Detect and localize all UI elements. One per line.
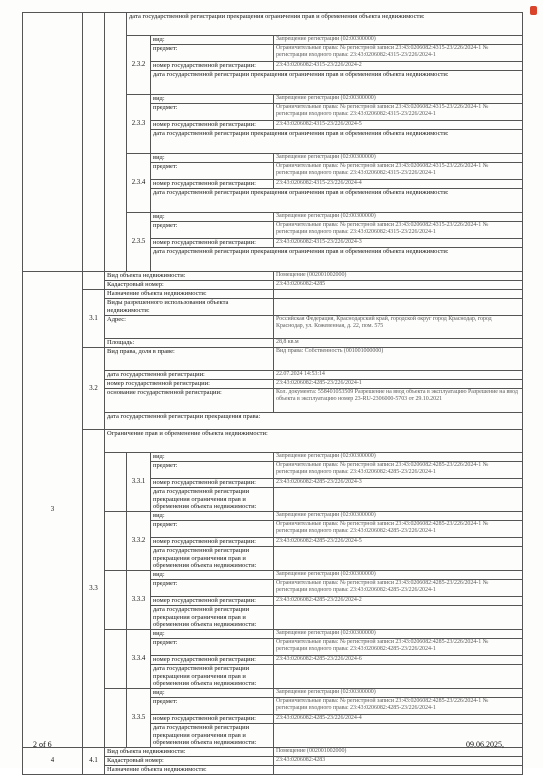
cadastral-value: 23:43:0206082:4283 [274, 757, 523, 766]
vid-value: Запрещение регистрации (02:00300000) [274, 36, 523, 45]
predmet-label: предмет: [151, 521, 274, 538]
nomer-label: номер государственной регистрации: [151, 656, 274, 665]
entry-number: 3.3.2 [127, 512, 151, 571]
data-termination-value [274, 606, 523, 630]
extract-table-body [23, 13, 523, 775]
empty-col-3 [105, 512, 127, 571]
empty-col-3 [105, 689, 127, 748]
purpose-value [274, 290, 523, 299]
nomer-label: номер государственной регистрации: [151, 538, 274, 547]
empty-col-2 [83, 13, 105, 272]
predmet-value: Ограничительные права: № регистрной записи 23:43:0206082:4315-23/226/2024-1 № регистрации входного права: 23:43:0206082:4315-23/226/2024-1 [274, 163, 523, 180]
data-termination-label: дата государственной регистрации прекращения ограничения прав и обременения объекта недвижимости: [151, 130, 523, 154]
data-termination-label: дата государственной регистрации прекращения ограничения прав и обременения объекта недвижимости: [151, 606, 274, 630]
right-type-value: Вид права: Собственность (001001000000) [274, 348, 523, 371]
predmet-label: предмет: [151, 698, 274, 715]
predmet-value: Ограничительные права: № регистрной записи 23:43:0206082:4285-23/226/2024-1 № регистрации входного права: 23:43:0206082:4285-23/226/2024-1 [274, 639, 523, 656]
vid-value: Запрещение регистрации (02:00300000) [274, 154, 523, 163]
area-value: 28,8 кв.м [274, 339, 523, 348]
nomer-value: 23:43:0206082:4315-23/226/2024-5 [274, 121, 523, 130]
vid-label: вид: [151, 453, 274, 462]
reg-basis-value: Кол. документа: 558401053509 Разрешение на ввод объекта в эксплуатацию Разрешение на ввод объекта в эксплуатацию номер 23-RU-2306000-5703 от 29.10.2021 [274, 389, 523, 413]
predmet-value: Ограничительные права: № регистрной записи 23:43:0206082:4285-23/226/2024-1 № регистрации входного права: 23:43:0206082:4285-23/226/2024-1 [274, 698, 523, 715]
predmet-label: предмет: [151, 222, 274, 239]
vid-value: Запрещение регистрации (02:00300000) [274, 213, 523, 222]
nomer-value: 23:43:0206082:4315-23/226/2024-4 [274, 180, 523, 189]
purpose-label: Назначение объекта недвижимости: [105, 290, 274, 299]
vid-label: вид: [151, 36, 274, 45]
object-type-value: Помещение (002001002000) [274, 748, 523, 757]
nomer-value: 23:43:0206082:4285-23/226/2024-6 [274, 656, 523, 665]
object-type-row [23, 748, 523, 757]
entry-number: 2.3.2 [127, 36, 151, 95]
reg-number-label: номер государственной регистрации: [105, 380, 274, 389]
entry-number: 2.3.5 [127, 213, 151, 272]
data-termination-label: дата государственной регистрации прекращения ограничения прав и обременения объекта недвижимости: [151, 547, 274, 571]
data-termination-label: дата государственной регистрации прекращения ограничения прав и обременения объекта недвижимости: [151, 488, 274, 512]
reg-number-value: 23:43:0206082:4285-23/226/2024-1 [274, 380, 523, 389]
predmet-value: Ограничительные права: № регистрной записи 23:43:0206082:4285-23/226/2024-1 № регистрации входного права: 23:43:0206082:4285-23/226/2024-1 [274, 580, 523, 597]
purpose-value [274, 766, 523, 775]
data-termination-label: дата государственной регистрации прекращения ограничения прав и обременения объекта недвижимости: [151, 665, 274, 689]
vid-label: вид: [151, 213, 274, 222]
nomer-value: 23:43:0206082:4285-23/226/2024-5 [274, 538, 523, 547]
vid-label: вид: [151, 630, 274, 639]
section-number: 4 [23, 748, 83, 775]
nomer-value: 23:43:0206082:4315-23/226/2024-3 [274, 239, 523, 248]
nomer-label: номер государственной регистрации: [151, 180, 274, 189]
cadastral-value: 23:43:0206082:4285 [274, 281, 523, 290]
nomer-value: 23:43:0206082:4285-23/226/2024-4 [274, 715, 523, 724]
predmet-value: Ограничительные права: № регистрной записи 23:43:0206082:4285-23/226/2024-1 № регистрации входного права: 23:43:0206082:4285-23/226/2024-1 [274, 521, 523, 538]
vid-value: Запрещение регистрации (02:00300000) [274, 630, 523, 639]
nomer-value: 23:43:0206082:4285-23/226/2024-2 [274, 597, 523, 606]
section-number: 3 [23, 272, 83, 748]
subsection-number: 3.2 [83, 348, 105, 430]
empty-col-3 [105, 630, 127, 689]
entry-number: 2.3.3 [127, 95, 151, 154]
restrictions-header: Ограничение прав и обременение объекта недвижимости: [105, 430, 523, 453]
empty-col-2 [83, 272, 105, 290]
nomer-label: номер государственной регистрации: [151, 62, 274, 71]
predmet-label: предмет: [151, 104, 274, 121]
vid-value: Запрещение регистрации (02:00300000) [274, 512, 523, 521]
page-number: 2 of 6 [33, 740, 52, 749]
object-type-label: Вид объекта недвижимости: [105, 748, 274, 757]
cadastral-label: Кадастровый номер: [105, 757, 274, 766]
subsection-number: 3.1 [83, 290, 105, 348]
vid-value: Запрещение регистрации (02:00300000) [274, 571, 523, 580]
address-label: Адрес: [105, 316, 274, 339]
reg-date-value: 22.07.2024 14:53:14 [274, 371, 523, 380]
predmet-label: предмет: [151, 639, 274, 656]
purpose-row [23, 290, 523, 299]
purpose-label: Назначение объекта недвижимости: [105, 766, 274, 775]
predmet-value: Ограничительные права: № регистрной записи 23:43:0206082:4315-23/226/2024-1 № регистрации входного права: 23:43:0206082:4315-23/226/2024-1 [274, 104, 523, 121]
predmet-label: предмет: [151, 580, 274, 597]
data-termination-label: дата государственной регистрации прекращения ограничения прав и обременения объекта недвижимости: [151, 724, 274, 748]
vid-value: Запрещение регистрации (02:00300000) [274, 453, 523, 462]
nomer-label: номер государственной регистрации: [151, 715, 274, 724]
data-termination-label: дата государственной регистрации прекращения ограничения прав и обременения объекта недвижимости: [151, 248, 523, 272]
permitted-use-label: Виды разрешенного использования объекта недвижимости: [105, 299, 274, 316]
predmet-value: Ограничительные права: № регистрной записи 23:43:0206082:4315-23/226/2024-1 № регистрации входного права: 23:43:0206082:4315-23/226/2024-1 [274, 222, 523, 239]
nomer-value: 23:43:0206082:4315-23/226/2024-2 [274, 62, 523, 71]
right-type-label: Вид права, доля в праве: [105, 348, 274, 371]
data-termination-value [274, 547, 523, 571]
right-type-row [23, 348, 523, 371]
data-termination-label: дата государственной регистрации прекращения ограничения прав и обременения объекта недвижимости: [151, 189, 523, 213]
entry-number: 3.3.3 [127, 571, 151, 630]
pre-row [23, 13, 523, 36]
address-value: Российская Федерация, Краснодарский край, городской округ город Краснодар, город Краснодар, ул. Кожевенная, д. 22, пом. 575 [274, 316, 523, 339]
reg-basis-label: основание государственной регистрации: [105, 389, 274, 413]
nomer-label: номер государственной регистрации: [151, 121, 274, 130]
cadastral-label: Кадастровый номер: [105, 281, 274, 290]
empty-col-3 [105, 453, 127, 512]
data-termination-label: дата государственной регистрации прекращения ограничения прав и обременения объекта недвижимости: [151, 71, 523, 95]
vid-label: вид: [151, 689, 274, 698]
right-termination-label: дата государственной регистрации прекращения права: [105, 413, 523, 430]
extract-table [22, 12, 523, 775]
nomer-label: номер государственной регистрации: [151, 597, 274, 606]
predmet-value: Ограничительные права: № регистрной записи 23:43:0206082:4315-23/226/2024-1 № регистрации входного права: 23:43:0206082:4315-23/226/2024-1 [274, 45, 523, 62]
predmet-label: предмет: [151, 163, 274, 180]
predmet-label: предмет: [151, 462, 274, 479]
vid-label: вид: [151, 95, 274, 104]
vid-value: Запрещение регистрации (02:00300000) [274, 95, 523, 104]
vid-label: вид: [151, 512, 274, 521]
entry-number: 3.3.5 [127, 689, 151, 748]
corner-mark [530, 6, 537, 15]
area-label: Площадь: [105, 339, 274, 348]
data-termination-value [274, 665, 523, 689]
predmet-value: Ограничительные права: № регистрной записи 23:43:0206082:4285-23/226/2024-1 № регистрации входного права: 23:43:0206082:4285-23/226/2024-1 [274, 462, 523, 479]
empty-col-3 [105, 571, 127, 630]
object-type-label: Вид объекта недвижимости: [105, 272, 274, 281]
entry-number: 3.3.4 [127, 630, 151, 689]
permitted-use-value [274, 299, 523, 316]
subsection-number: 4.1 [83, 748, 105, 775]
reg-date-label: дата государственной регистрации: [105, 371, 274, 380]
subsection-number: 3.3 [83, 430, 105, 748]
predmet-label: предмет: [151, 45, 274, 62]
empty-col-1 [23, 13, 83, 272]
data-termination-value [274, 488, 523, 512]
entry-number: 3.3.1 [127, 453, 151, 512]
nomer-label: номер государственной регистрации: [151, 479, 274, 488]
vid-label: вид: [151, 571, 274, 580]
nomer-label: номер государственной регистрации: [151, 239, 274, 248]
object-type-value: Помещение (002001002000) [274, 272, 523, 281]
object-type-row [23, 272, 523, 281]
restrictions-header-row [23, 430, 523, 453]
print-date: 09.06.2025, [466, 740, 504, 749]
entry-number: 2.3.4 [127, 154, 151, 213]
empty-col-3 [105, 13, 127, 272]
date-termination-label: дата государственной регистрации прекращения ограничения прав и обременения объекта недвижимости: [127, 13, 523, 36]
nomer-value: 23:43:0206082:4285-23/226/2024-3 [274, 479, 523, 488]
vid-value: Запрещение регистрации (02:00300000) [274, 689, 523, 698]
vid-label: вид: [151, 154, 274, 163]
